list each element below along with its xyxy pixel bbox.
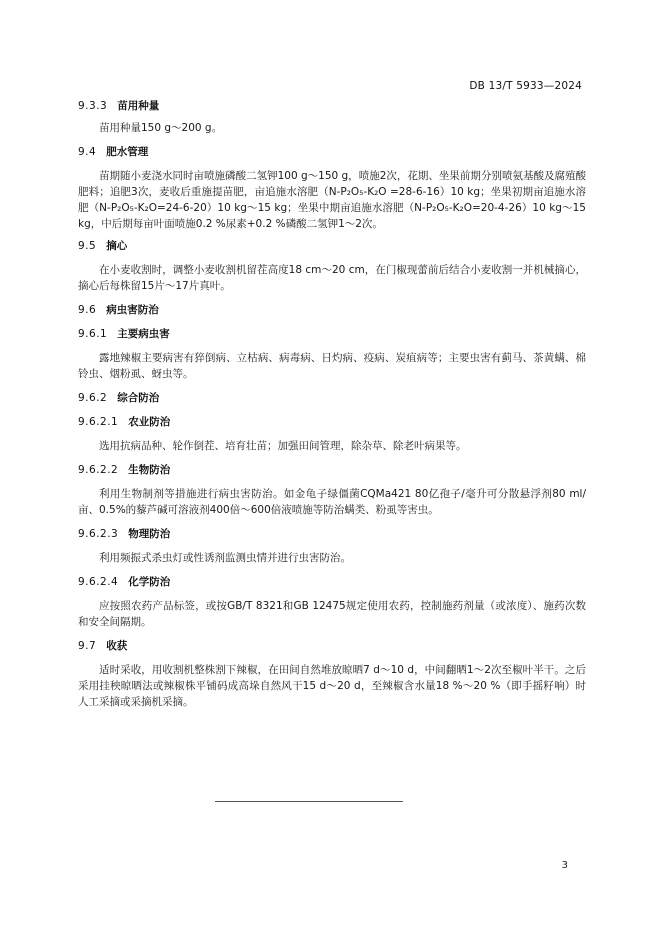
heading-9-4: 9.4 肥水管理 <box>78 146 149 158</box>
heading-9-6-2-1: 9.6.2.1 农业防治 <box>78 416 171 428</box>
paragraph: 苗用种量150 g～200 g。 <box>99 122 223 134</box>
paragraph: 利用生物制剂等措施进行病虫害防治。如金龟子绿僵菌CQMa421 80亿孢子/毫升可分散悬浮剂80 ml/亩、0.5%的藜芦碱可溶液剂400倍～600倍液喷施等防治螨类、粉虱等害虫。 <box>78 488 586 516</box>
paragraph: 露地辣椒主要病害有猝倒病、立枯病、病毒病、日灼病、疫病、炭疽病等；主要虫害有蓟马、茶黄螨、棉铃虫、烟粉虱、蚜虫等。 <box>78 352 586 380</box>
heading-9-3-3: 9.3.3 苗用种量 <box>78 100 160 112</box>
heading-9-6: 9.6 病虫害防治 <box>78 304 159 316</box>
paragraph: 选用抗病品种、轮作倒茬、培育壮苗；加强田间管理，除杂草、除老叶病果等。 <box>99 440 467 452</box>
heading-9-6-2-2: 9.6.2.2 生物防治 <box>78 464 171 476</box>
document-body <box>78 98 586 710</box>
heading-9-7: 9.7 收获 <box>78 640 128 652</box>
standard-id-header: DB 13/T 5933—2024 <box>469 80 582 92</box>
paragraph: 苗期随小麦浇水同时亩喷施磷酸二氢钾100 g～150 g，喷施2次，花期、坐果前期分别喷氨基酸及腐殖酸肥料；追肥3次，麦收后重施提苗肥，亩追施水溶肥（N-P₂O₅-K₂O =28-6-16）10 kg；坐果初期亩追施水溶肥（N-P₂O₅-K₂O=24-6-20）10 kg～15 kg；坐果中期亩追施水溶肥（N-P₂O₅-K₂O=20-4-26）10 kg～15 kg，中后期每亩叶面喷施0.2 %尿素+0.2 %磷酸二氢钾1～2次。 <box>78 170 586 230</box>
heading-9-6-2-4: 9.6.2.4 化学防治 <box>78 576 171 588</box>
heading-9-5: 9.5 摘心 <box>78 240 128 252</box>
heading-9-6-2: 9.6.2 综合防治 <box>78 392 160 404</box>
paragraph: 适时采收，用收割机整株割下辣椒，在田间自然堆放晾晒7 d～10 d，中间翻晒1～2次至椒叶半干。之后采用挂秧晾晒法或辣椒株平铺码成高垛自然风干15 d～20 d，至辣椒含水量18 %～20 %（即手摇籽响）时人工采摘或采摘机采摘。 <box>78 664 586 708</box>
paragraph: 在小麦收割时，调整小麦收割机留茬高度18 cm～20 cm，在门椒现蕾前后结合小麦收割一并机械摘心，摘心后每株留15片～17片真叶。 <box>78 264 586 292</box>
heading-9-6-1: 9.6.1 主要病虫害 <box>78 328 170 340</box>
end-of-text-rule <box>215 801 403 802</box>
paragraph: 利用频振式杀虫灯或性诱剂监测虫情并进行虫害防治。 <box>99 552 351 564</box>
heading-9-6-2-3: 9.6.2.3 物理防治 <box>78 528 171 540</box>
paragraph: 应按照农药产品标签，或按GB/T 8321和GB 12475规定使用农药，控制施药剂量（或浓度）、施药次数和安全间隔期。 <box>78 600 586 628</box>
page-number: 3 <box>561 860 568 871</box>
